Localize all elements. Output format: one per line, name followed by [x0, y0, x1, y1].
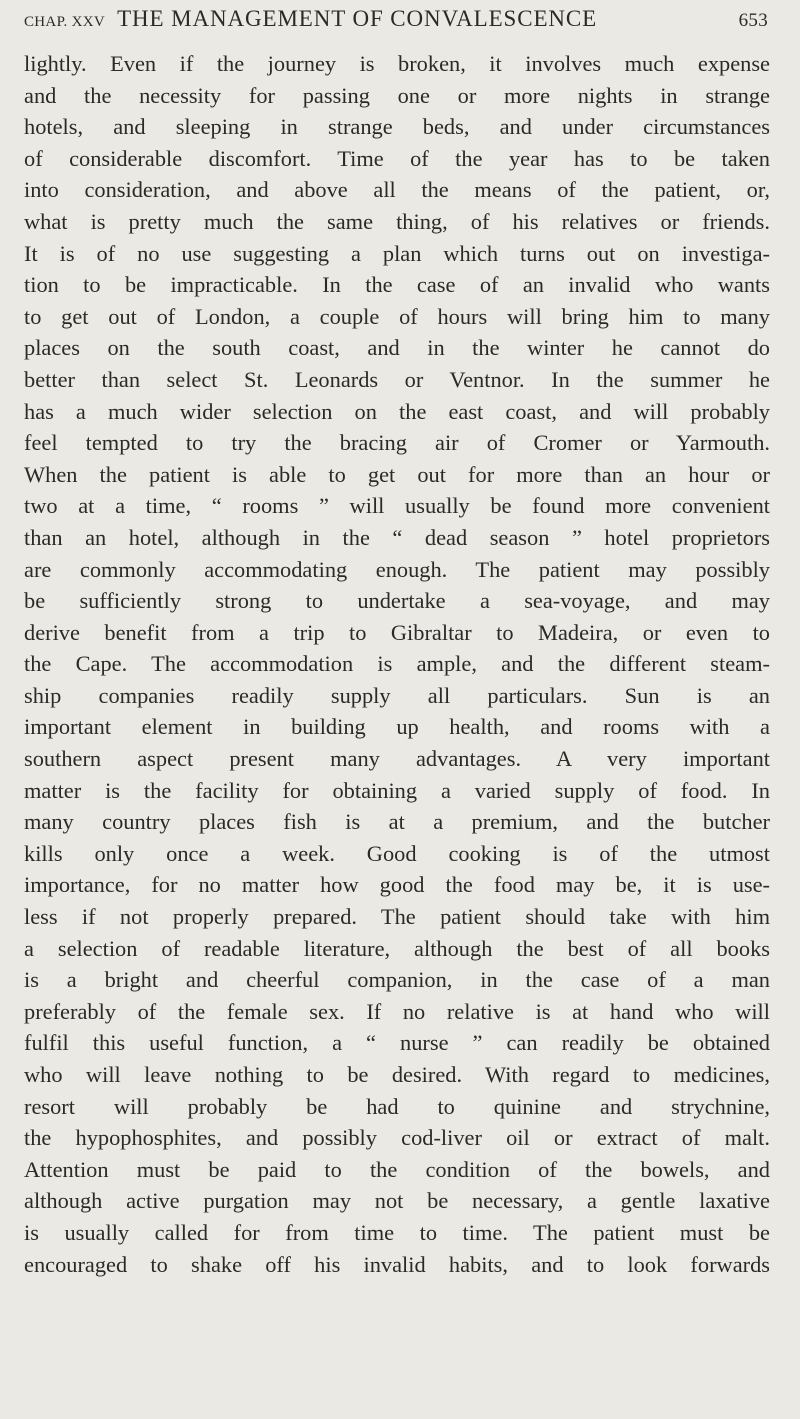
text-line: better than select St. Leonards or Ventnor. In the summer he [24, 366, 770, 392]
text-line: what is pretty much the same thing, of his relatives or friends. [24, 208, 770, 234]
text-line: two at a time, “ rooms ” will usually be found more convenient [24, 493, 770, 519]
text-line: Attention must be paid to the condition of the bowels, and [24, 1156, 770, 1182]
text-line: and the necessity for passing one or more nights in strange [24, 82, 770, 108]
text-line: into consideration, and above all the means of the patient, or, [24, 177, 770, 203]
chapter-label: CHAP. XXV [24, 14, 106, 30]
text-line: than an hotel, although in the “ dead season ” hotel proprietors [24, 524, 770, 550]
text-line: less if not properly prepared. The patient should take with him [24, 904, 770, 930]
text-line: be sufficiently strong to undertake a sea-voyage, and may [24, 588, 770, 614]
text-line: fulfil this useful function, a “ nurse ” can readily be obtained [24, 1030, 770, 1056]
text-line: is usually called for from time to time. The patient must be [24, 1219, 770, 1245]
text-line: are commonly accommodating enough. The patient may possibly [24, 556, 770, 582]
text-line: ship companies readily supply all particulars. Sun is an [24, 682, 770, 708]
text-line: the Cape. The accommodation is ample, and the different steam- [24, 651, 770, 677]
text-line: who will leave nothing to be desired. With regard to medicines, [24, 1062, 770, 1087]
page-number: 653 [738, 10, 768, 31]
text-line: encouraged to shake off his invalid habits, and to look forwards [24, 1251, 770, 1277]
text-line: When the patient is able to get out for more than an hour or [24, 461, 770, 487]
text-line: resort will probably be had to quinine and strychnine, [24, 1093, 770, 1119]
running-title: THE MANAGEMENT OF CONVALESCENCE [117, 6, 598, 31]
text-line: important element in building up health, and rooms with a [24, 714, 770, 740]
text-line: a selection of readable literature, although the best of all books [24, 935, 770, 961]
running-head [24, 6, 768, 46]
text-line: of considerable discomfort. Time of the year has to be taken [24, 145, 770, 171]
text-line: derive benefit from a trip to Gibraltar to Madeira, or even to [24, 619, 770, 645]
text-line: many country places fish is at a premium, and the butcher [24, 809, 770, 835]
text-line: hotels, and sleeping in strange beds, and under circumstances [24, 114, 770, 140]
text-line: feel tempted to try the bracing air of Cromer or Yarmouth. [24, 430, 770, 456]
text-line: preferably of the female sex. If no relative is at hand who will [24, 998, 770, 1024]
text-line: places on the south coast, and in the winter he cannot do [24, 335, 770, 361]
text-line: kills only once a week. Good cooking is of the utmost [24, 840, 770, 866]
text-line: importance, for no matter how good the food may be, it is use- [24, 872, 770, 898]
body-text [24, 48, 770, 1280]
text-line: tion to be impracticable. In the case of an invalid who wants [24, 272, 770, 298]
text-line: matter is the facility for obtaining a varied supply of food. In [24, 777, 770, 803]
text-line: lightly. Even if the journey is broken, it involves much expense [24, 51, 770, 76]
text-line: although active purgation may not be necessary, a gentle laxative [24, 1188, 770, 1214]
text-line: southern aspect present many advantages. A very important [24, 746, 770, 772]
text-line: has a much wider selection on the east coast, and will probably [24, 398, 770, 424]
text-line: It is of no use suggesting a plan which turns out on investiga- [24, 240, 770, 266]
text-line: the hypophosphites, and possibly cod-liver oil or extract of malt. [24, 1125, 770, 1151]
text-line: to get out of London, a couple of hours will bring him to many [24, 303, 770, 329]
text-line: is a bright and cheerful companion, in the case of a man [24, 967, 770, 993]
